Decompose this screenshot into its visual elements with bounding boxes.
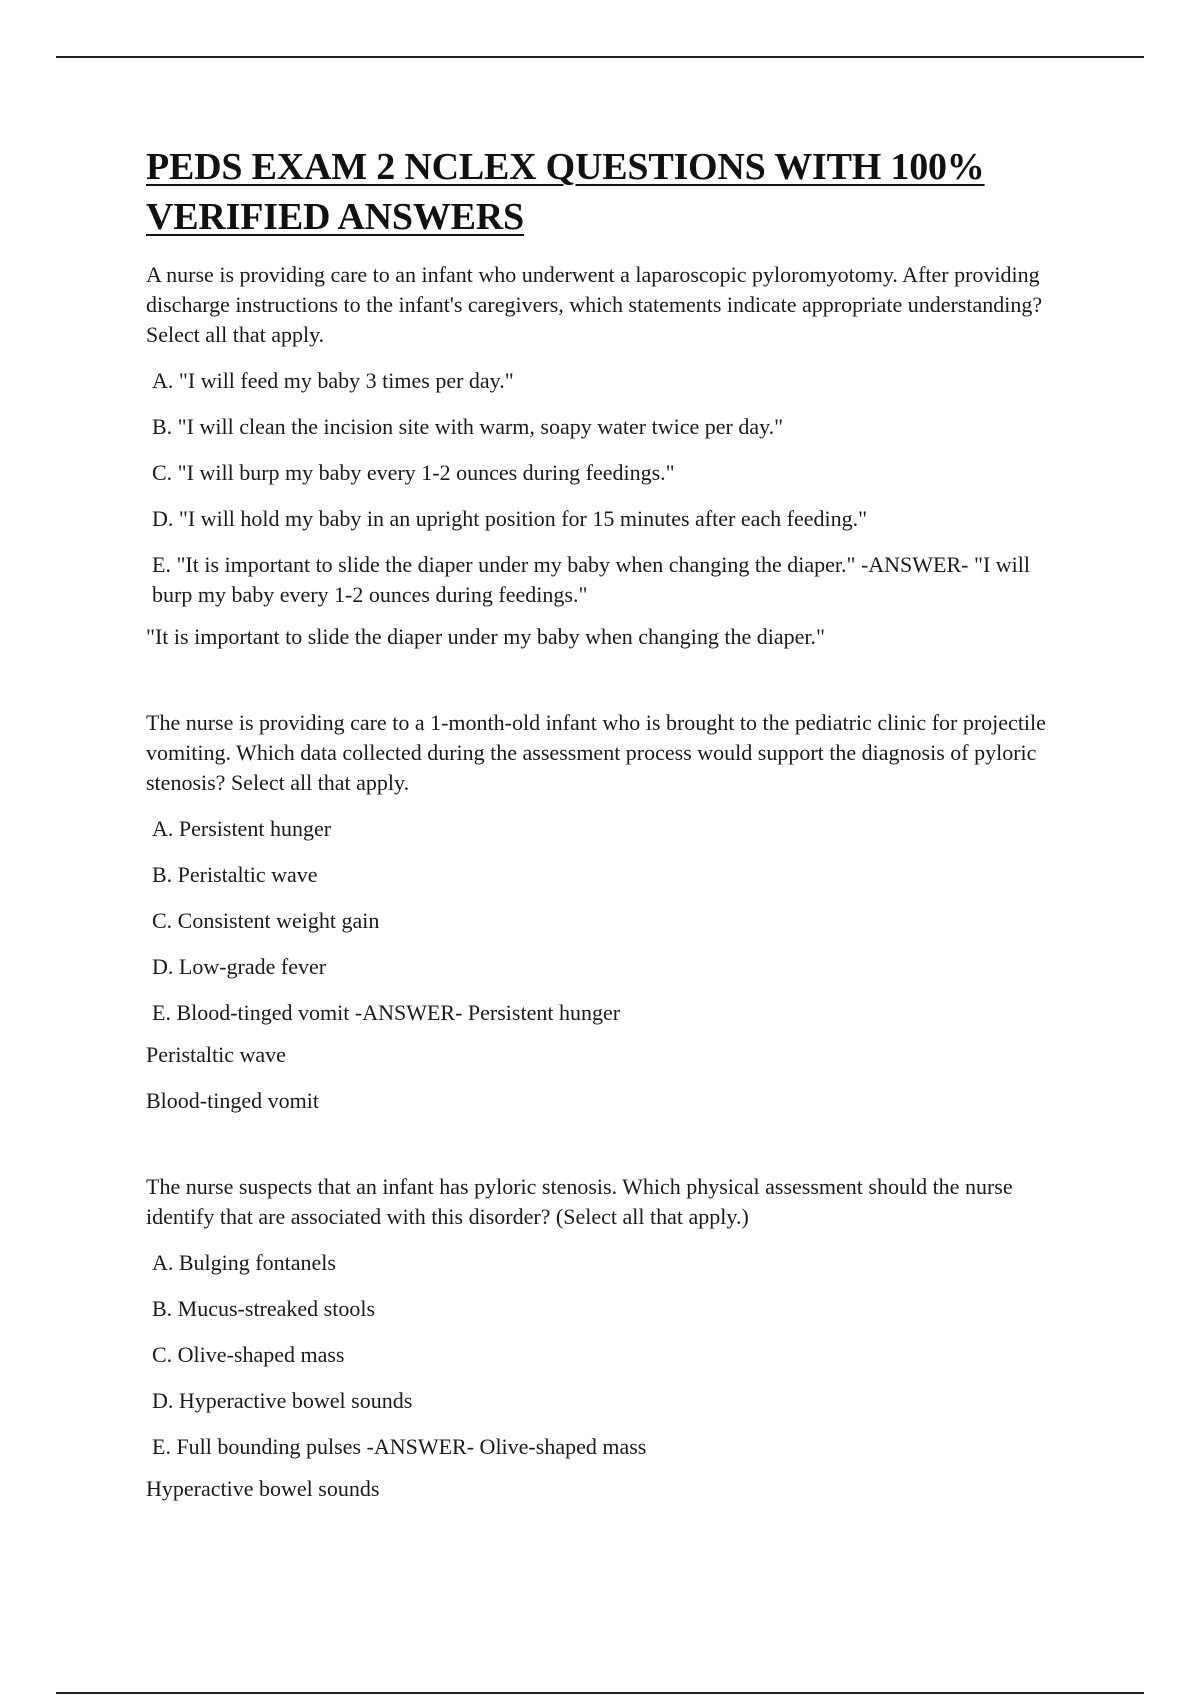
option-a: A. "I will feed my baby 3 times per day." [152, 368, 514, 393]
question-stem: A nurse is providing care to an infant who underwent a laparoscopic pyloromyotomy. After providing discharge instructions to the infant's caregivers, which statements indicate appropriate understanding? Select all that apply. [146, 262, 1043, 347]
document-body [146, 142, 1066, 1520]
option-a: A. Persistent hunger [152, 816, 332, 841]
option-c: C. "I will burp my baby every 1-2 ounces during feedings." [152, 460, 675, 485]
option-b: B. "I will clean the incision site with warm, soapy water twice per day." [152, 414, 784, 439]
answer-line: Peristaltic wave [146, 1042, 286, 1067]
option-a: A. Bulging fontanels [152, 1250, 336, 1275]
document-title: PEDS EXAM 2 NCLEX QUESTIONS WITH 100% VERIFIED ANSWERS [146, 146, 985, 238]
option-e-with-answer: E. Full bounding pulses -ANSWER- Olive-shaped mass [152, 1434, 647, 1459]
question-1 [146, 260, 1066, 652]
bottom-rule [56, 1692, 1144, 1694]
option-b: B. Mucus-streaked stools [152, 1296, 376, 1321]
option-d: D. "I will hold my baby in an upright position for 15 minutes after each feeding." [152, 506, 868, 531]
question-stem: The nurse suspects that an infant has pyloric stenosis. Which physical assessment should the nurse identify that are associated with this disorder? (Select all that apply.) [146, 1174, 1013, 1229]
answer-line: "It is important to slide the diaper under my baby when changing the diaper." [146, 624, 826, 649]
top-rule [56, 56, 1144, 58]
option-c: C. Olive-shaped mass [152, 1342, 345, 1367]
answer-line: Hyperactive bowel sounds [146, 1476, 380, 1501]
question-3 [146, 1172, 1066, 1504]
option-e-with-answer: E. Blood-tinged vomit -ANSWER- Persistent hunger [152, 1000, 621, 1025]
question-stem: The nurse is providing care to a 1-month-old infant who is brought to the pediatric clinic for projectile vomiting. Which data collected during the assessment process would support the diagnosis of pyloric stenosis? Select all that apply. [146, 710, 1046, 795]
option-e-with-answer: E. "It is important to slide the diaper under my baby when changing the diaper." -ANSWER- "I will burp my baby every 1-2 ounces during feedings." [152, 552, 1031, 607]
option-c: C. Consistent weight gain [152, 908, 380, 933]
answer-line: Blood-tinged vomit [146, 1088, 319, 1113]
question-2 [146, 708, 1066, 1116]
option-b: B. Peristaltic wave [152, 862, 318, 887]
option-d: D. Hyperactive bowel sounds [152, 1388, 413, 1413]
option-d: D. Low-grade fever [152, 954, 327, 979]
